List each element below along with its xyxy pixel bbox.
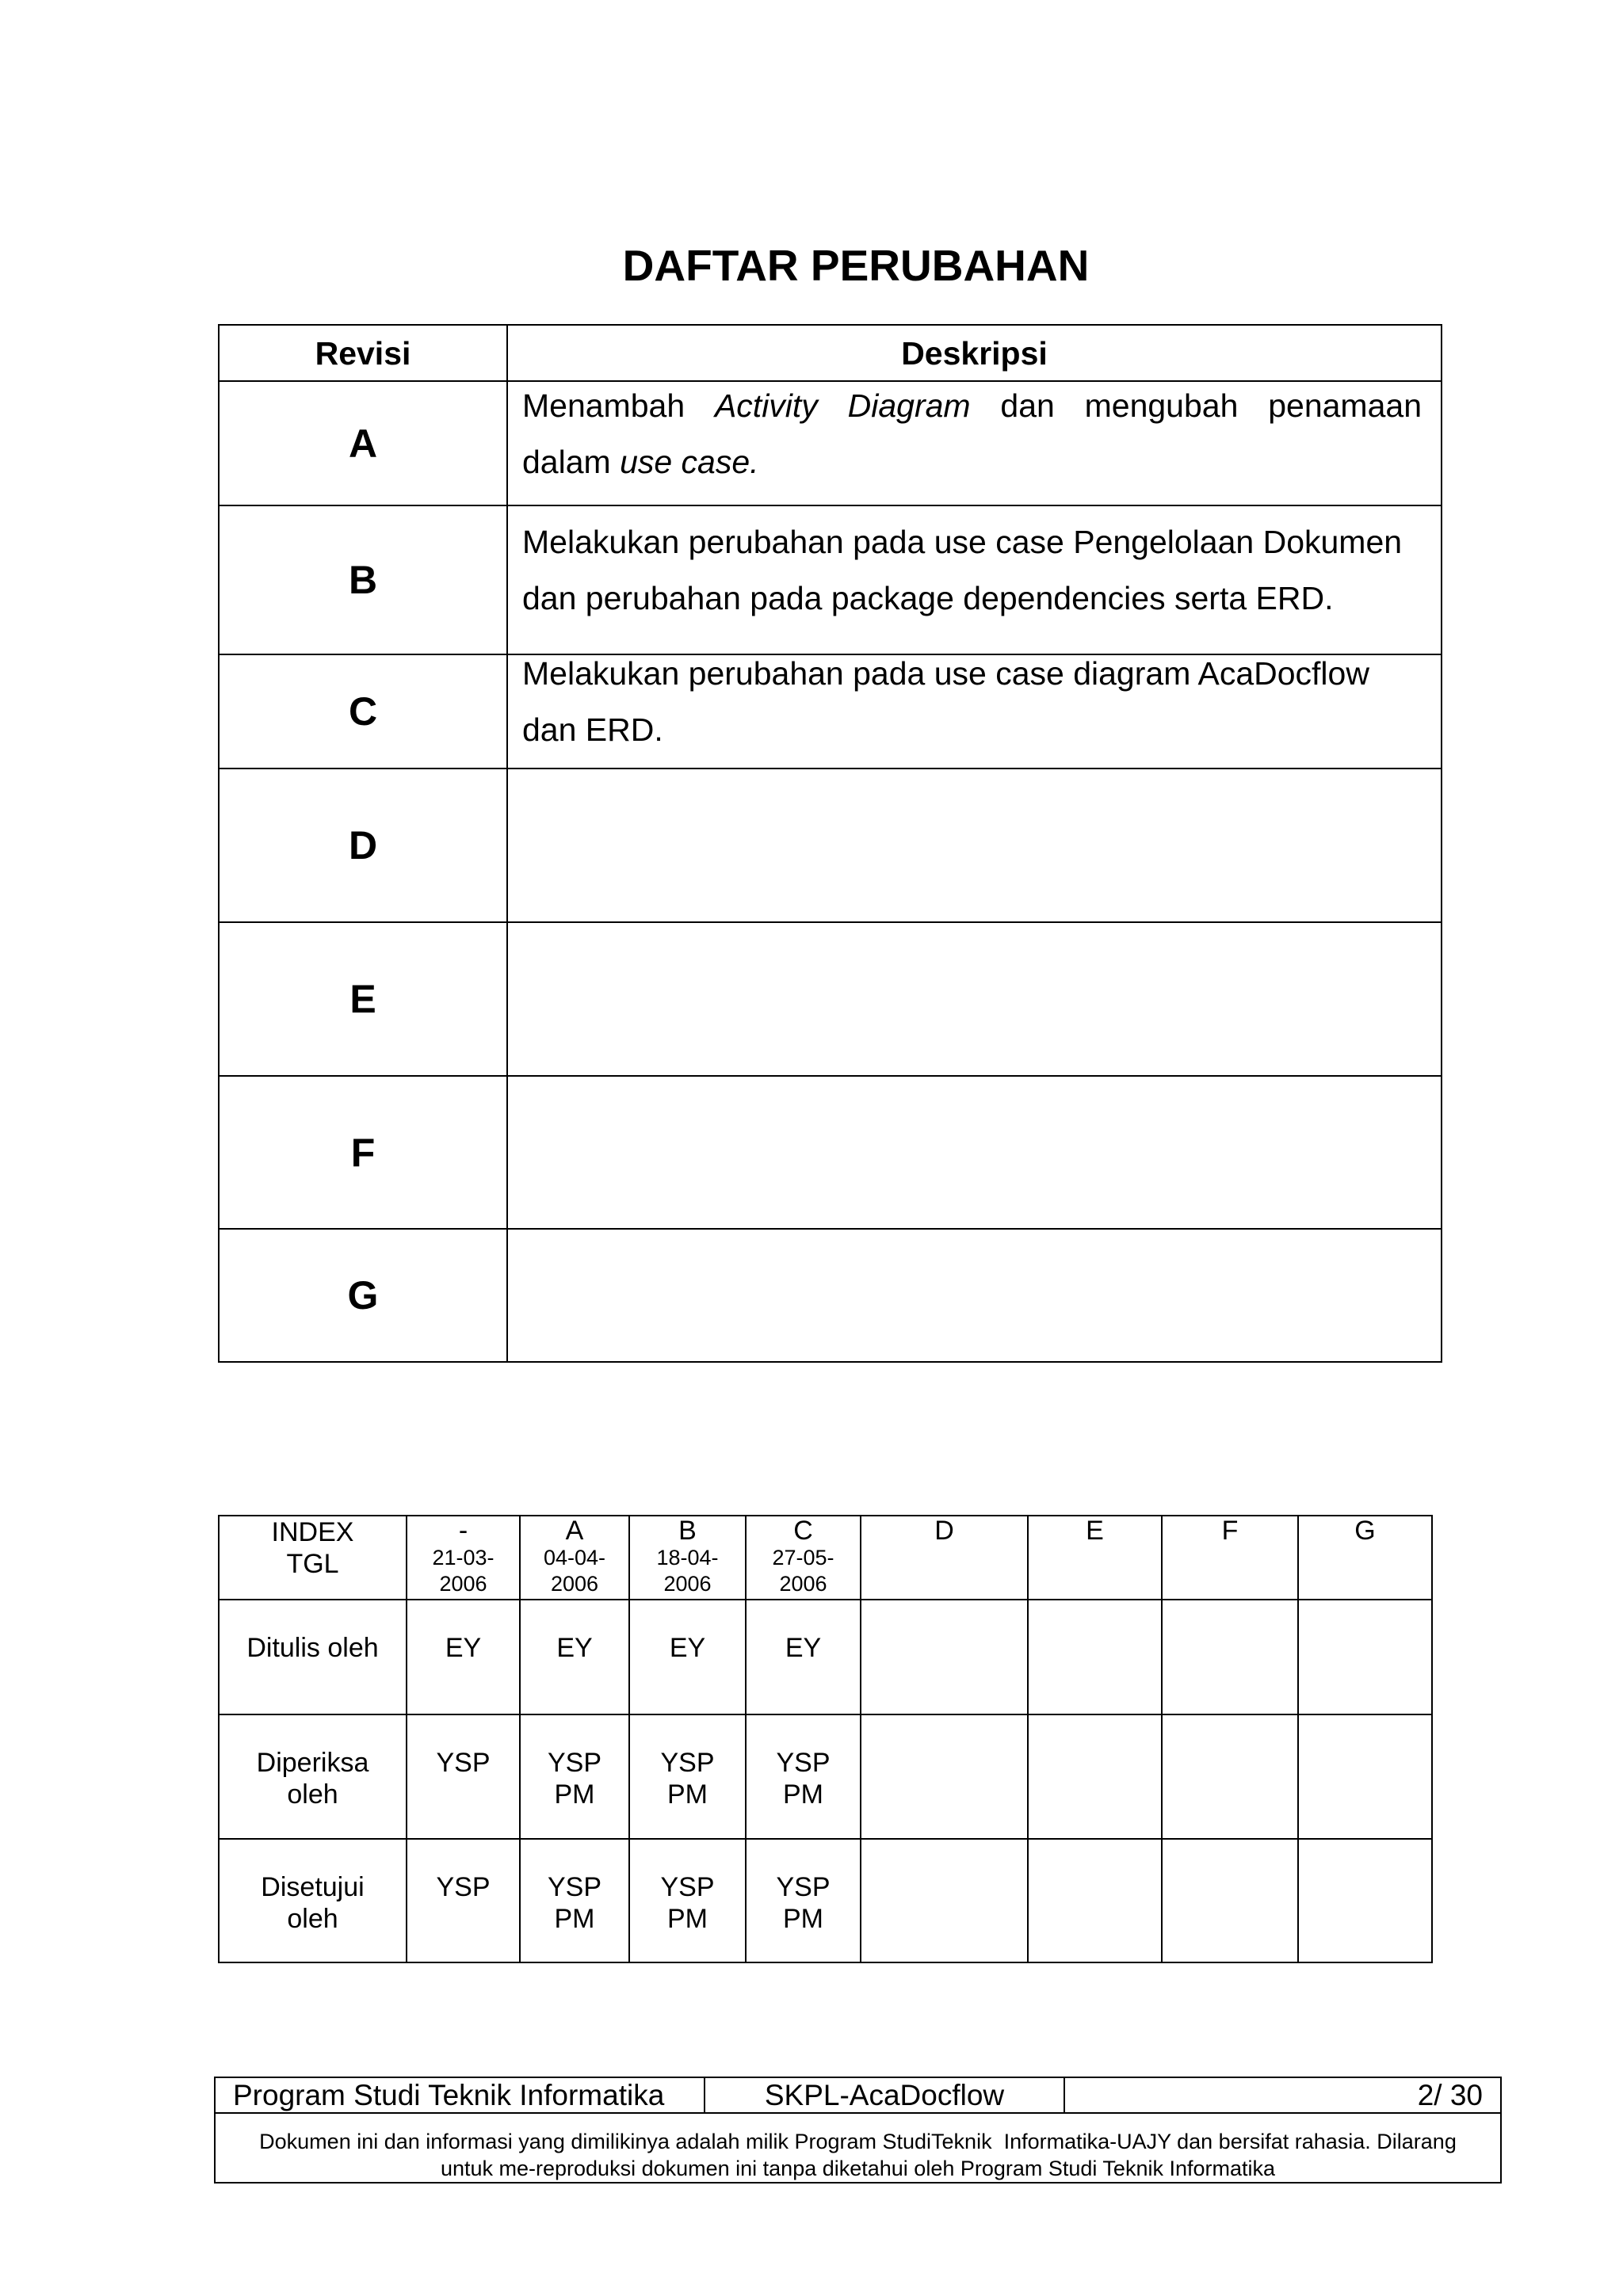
page-footer: [214, 2077, 1502, 2183]
index-column-header: [407, 1516, 520, 1600]
approval-cell: EY: [629, 1600, 746, 1714]
index-value: F: [1221, 1516, 1239, 1546]
description-italic-text: use case.: [620, 443, 759, 480]
index-label: INDEX: [271, 1517, 354, 1547]
page-title: DAFTAR PERUBAHAN: [622, 241, 1090, 290]
approval-cell: [1028, 1839, 1162, 1962]
revision-id: A: [219, 381, 507, 505]
revision-row: [219, 381, 1442, 505]
revision-table-header: [219, 325, 1442, 381]
index-value: E: [1086, 1516, 1104, 1546]
revision-description: [507, 922, 1442, 1076]
revision-row: [219, 505, 1442, 654]
description-text: Melakukan perubahan pada use case Pengelolaan Dokumen dan perubahan pada package dependencies serta ERD.: [522, 524, 1403, 616]
approval-cell: [1028, 1600, 1162, 1714]
revision-row: [219, 1076, 1442, 1229]
approval-cell: EY: [746, 1600, 861, 1714]
index-column-header: [1298, 1516, 1432, 1600]
approval-cell: YSP PM: [520, 1839, 629, 1962]
revision-id: C: [219, 654, 507, 769]
approval-cell: YSP PM: [629, 1714, 746, 1839]
index-column-header: [520, 1516, 629, 1600]
revision-row: [219, 922, 1442, 1076]
approval-cell: YSP PM: [629, 1839, 746, 1962]
revision-description: [507, 654, 1442, 769]
footer-disclaimer: Dokumen ini dan informasi yang dimilikinya adalah milik Program StudiTeknik Informatika-UAJY dan bersifat rahasia. Dilarang untuk me-reproduksi dokumen ini tanpa diketahui oleh Program Studi Teknik Informatika: [215, 2113, 1501, 2183]
approval-cell: [1162, 1600, 1298, 1714]
description-text: Melakukan perubahan pada use case diagram AcaDocflow dan ERD.: [522, 655, 1369, 748]
index-value: D: [934, 1516, 954, 1546]
revision-description: [507, 505, 1442, 654]
description-text: dalam: [522, 443, 621, 480]
approval-cell: EY: [407, 1600, 520, 1714]
description-italic-text: Activity Diagram: [714, 387, 971, 424]
revision-row: [219, 1229, 1442, 1362]
approval-cell: [1162, 1839, 1298, 1962]
approval-table: [218, 1515, 1433, 1963]
approval-cell: [1298, 1839, 1432, 1962]
index-column-header: [746, 1516, 861, 1600]
approval-row-label: Ditulis oleh: [219, 1600, 407, 1714]
approval-header-row: [219, 1516, 1432, 1600]
index-value: B: [678, 1516, 697, 1546]
index-date-header: [219, 1516, 407, 1600]
revision-table: [218, 324, 1442, 1363]
description-text: dan mengubah penamaan: [970, 387, 1422, 424]
approval-cell: [1298, 1714, 1432, 1839]
description-text-block: [522, 378, 1422, 490]
revision-id: F: [219, 1076, 507, 1229]
approval-row-label: Disetujui oleh: [219, 1839, 407, 1962]
revision-description: [507, 381, 1442, 505]
index-date: 27-05-2006: [772, 1546, 834, 1596]
approval-cell: [861, 1839, 1028, 1962]
footer-doc-code: SKPL-AcaDocflow: [705, 2077, 1064, 2113]
index-value: A: [565, 1516, 584, 1546]
revision-id: B: [219, 505, 507, 654]
description-line: [522, 434, 1422, 490]
index-column-header: [861, 1516, 1028, 1600]
index-column-header: [629, 1516, 746, 1600]
revision-description: [507, 1076, 1442, 1229]
approval-cell: [861, 1714, 1028, 1839]
approval-cell: [1298, 1600, 1432, 1714]
approval-row: [219, 1714, 1432, 1839]
approval-cell: YSP: [407, 1714, 520, 1839]
approval-cell: [1028, 1714, 1162, 1839]
index-value: G: [1354, 1516, 1376, 1546]
revision-row: [219, 654, 1442, 769]
approval-cell: [861, 1600, 1028, 1714]
approval-cell: YSP PM: [520, 1714, 629, 1839]
approval-cell: YSP PM: [746, 1839, 861, 1962]
approval-cell: YSP: [407, 1839, 520, 1962]
approval-cell: [1162, 1714, 1298, 1839]
approval-cell: EY: [520, 1600, 629, 1714]
description-text: Menambah: [522, 387, 715, 424]
index-value: C: [793, 1516, 813, 1546]
revision-id: D: [219, 769, 507, 922]
index-date: 21-03-2006: [432, 1546, 495, 1596]
approval-cell: YSP PM: [746, 1714, 861, 1839]
description-line: [522, 378, 1422, 434]
date-label: TGL: [286, 1549, 339, 1579]
revision-description: [507, 769, 1442, 922]
index-column-header: [1028, 1516, 1162, 1600]
revision-id: E: [219, 922, 507, 1076]
revision-id: G: [219, 1229, 507, 1362]
revision-row: [219, 769, 1442, 922]
index-value: -: [458, 1516, 468, 1546]
approval-row: [219, 1839, 1432, 1962]
footer-page-number: 2/ 30: [1064, 2077, 1501, 2113]
revision-description: [507, 1229, 1442, 1362]
footer-disclaimer-row: [215, 2113, 1501, 2183]
footer-program: Program Studi Teknik Informatika: [215, 2077, 705, 2113]
index-date: 04-04-2006: [543, 1546, 606, 1596]
index-column-header: [1162, 1516, 1298, 1600]
approval-row: [219, 1600, 1432, 1714]
description-header: Deskripsi: [507, 325, 1442, 381]
index-date: 18-04-2006: [656, 1546, 719, 1596]
approval-row-label: Diperiksa oleh: [219, 1714, 407, 1839]
revision-header: Revisi: [219, 325, 507, 381]
footer-info-row: [215, 2077, 1501, 2113]
